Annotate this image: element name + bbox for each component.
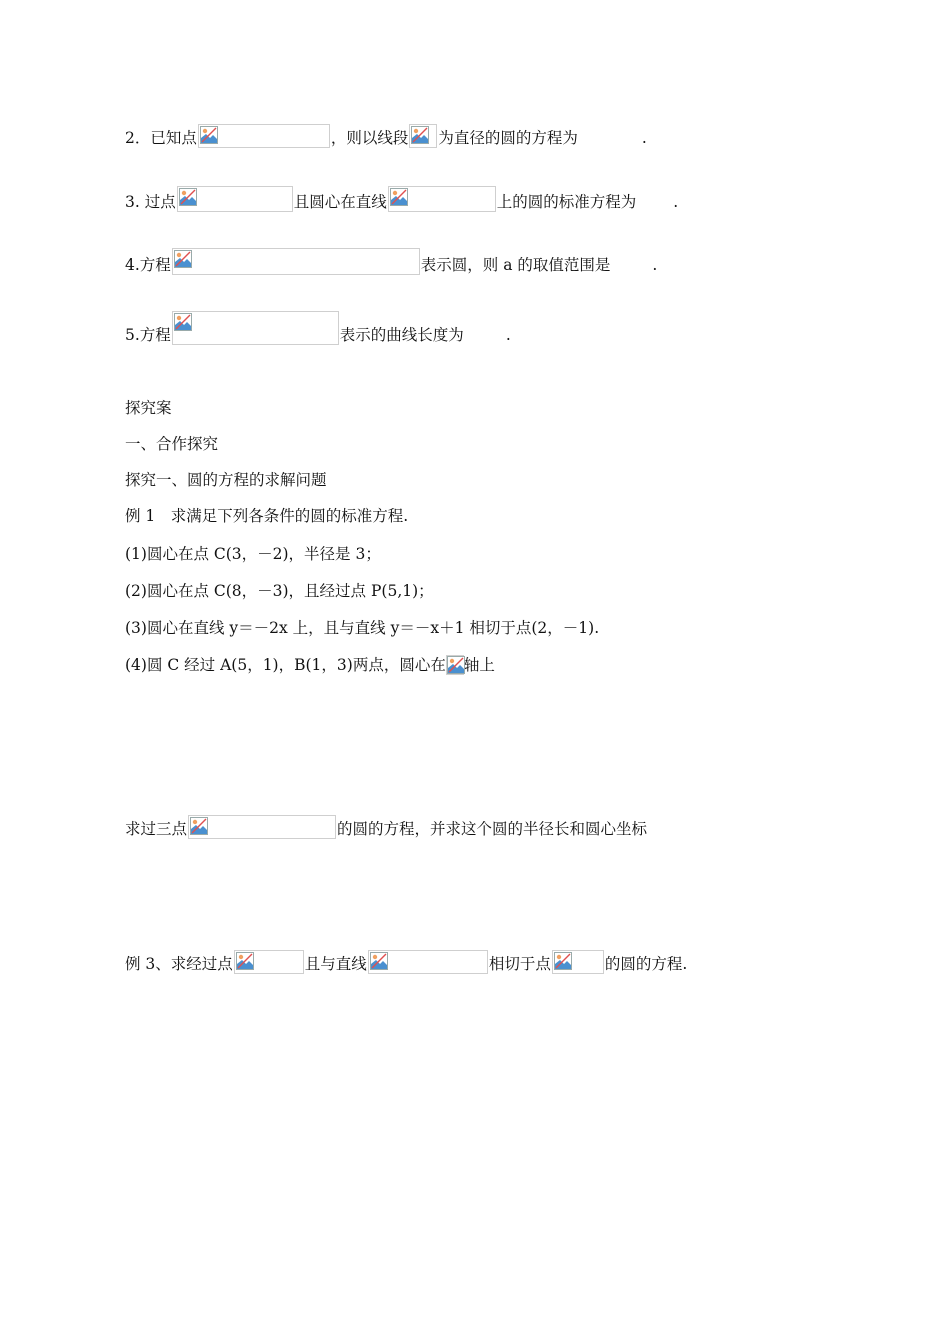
q4-text-2: 表示圆，则 a 的取值范围是 — [420, 256, 611, 274]
broken-image-icon — [174, 250, 192, 268]
broken-image-icon — [370, 952, 388, 970]
q5-end: . — [505, 326, 511, 344]
broken-image-icon — [390, 188, 408, 206]
ex2-text-1: 求过三点 — [125, 820, 188, 838]
q2-end: . — [641, 129, 647, 147]
q4-end: . — [652, 256, 658, 274]
q2-text-2: ，则以线段 — [330, 129, 409, 147]
broken-image-icon — [554, 952, 572, 970]
q5-text-2: 表示的曲线长度为 — [339, 326, 464, 344]
example-1-item-1: (1)圆心在点 C(3，－2)，半径是 3； — [125, 545, 381, 563]
broken-image-icon — [236, 952, 254, 970]
formula-image — [198, 124, 330, 148]
broken-image-icon — [179, 188, 197, 206]
question-5 — [125, 311, 511, 345]
section-subtitle: 一、合作探究 — [125, 435, 219, 453]
question-2 — [125, 124, 647, 148]
q5-text-1: 5.方程 — [125, 326, 171, 344]
broken-image-icon — [190, 817, 208, 835]
topic-heading: 探究一、圆的方程的求解问题 — [125, 471, 327, 489]
q3-text-3: 上的圆的标准方程为 — [496, 193, 637, 211]
ex3-text-3: 相切于点 — [488, 955, 551, 973]
q3-end: . — [673, 193, 679, 211]
q2-text-3: 为直径的圆的方程为 — [438, 129, 578, 147]
example-1-item-3: (3)圆心在直线 y＝－2x 上，且与直线 y＝－x＋1 相切于点(2，－1). — [125, 619, 600, 637]
formula-image — [234, 950, 304, 974]
formula-image — [388, 186, 496, 212]
ex3-text-4: 的圆的方程. — [604, 955, 688, 973]
broken-image-icon — [200, 126, 218, 144]
section-title: 探究案 — [125, 399, 172, 417]
formula-image — [552, 950, 604, 974]
example-1-title: 例 1 求满足下列各条件的圆的标准方程. — [125, 507, 409, 525]
q4-text-1: 4.方程 — [125, 256, 171, 274]
broken-image-icon — [447, 656, 465, 674]
example-1-item-4: (4)圆 C 经过 A(5，1)，B(1，3)两点，圆心在 轴上 — [125, 656, 495, 674]
question-4 — [125, 248, 657, 275]
broken-image-icon — [411, 126, 429, 144]
formula-image — [409, 124, 437, 148]
ex3-text-2: 且与直线 — [304, 955, 367, 973]
example-2 — [125, 815, 647, 839]
formula-image — [368, 950, 488, 974]
ex3-text-1: 例 3、求经过点 — [125, 955, 233, 973]
q2-text-1: 2．已知点 — [125, 129, 197, 147]
formula-image — [188, 815, 336, 839]
formula-image — [172, 311, 339, 345]
q3-text-2: 且圆心在直线 — [293, 193, 387, 211]
broken-image-icon — [174, 313, 192, 331]
formula-image — [172, 248, 420, 275]
ex2-text-2: 的圆的方程，并求这个圆的半径长和圆心坐标 — [337, 820, 648, 838]
formula-image — [446, 655, 464, 675]
example-1-item-2: (2)圆心在点 C(8，－3)，且经过点 P(5,1)； — [125, 582, 434, 600]
question-3 — [125, 186, 678, 212]
formula-image — [177, 186, 293, 212]
q3-text-1: 3. 过点 — [125, 193, 176, 211]
example-3 — [125, 950, 687, 974]
